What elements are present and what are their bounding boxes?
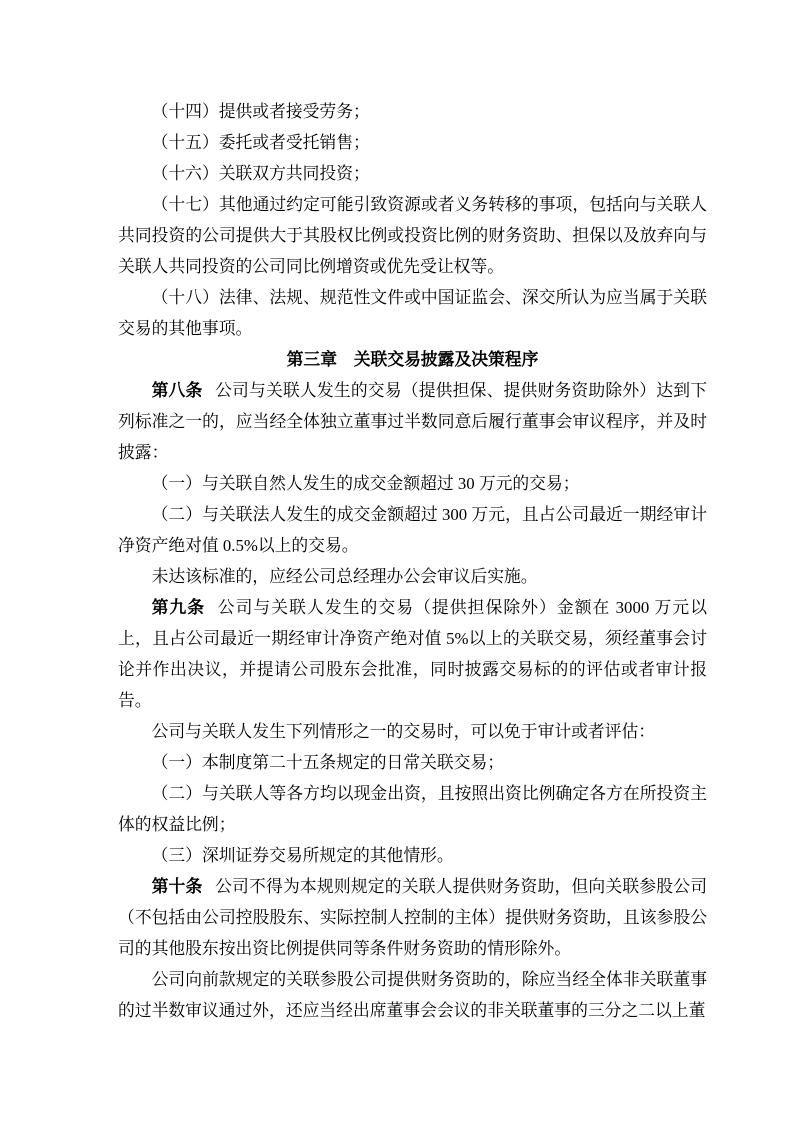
article-8-clause-1: （一）与关联自然人发生的成交金额超过 30 万元的交易； — [151, 474, 580, 493]
article-10-paragraph — [118, 871, 707, 964]
article-9-text: 公司与关联人发生的交易（提供担保除外）金额在 3000 万元以上，且占公司最近一期经审计净资产绝对值 5%以上的关联交易，须经董事会讨论并作出决议，并提请公司股东会批准，同时披露交易标的的评估或者审计报告。 — [118, 598, 707, 710]
article-8-paragraph — [118, 375, 707, 468]
article-9-label: 第九条 — [151, 598, 206, 617]
article-9-paragraph — [118, 592, 707, 716]
article-10-text: 公司不得为本规则规定的关联人提供财务资助，但向关联参股公司（不包括由公司控股股东、实际控制人控制的主体）提供财务资助，且该参股公司的其他股东按出资比例提供同等条件财务资助的情形除外。 — [118, 877, 707, 958]
clause-item-15: （十五）委托或者受托销售； — [151, 133, 370, 152]
clause-item-17: （十七）其他通过约定可能引致资源或者义务转移的事项，包括向与关联人共同投资的公司提供大于其股权比例或投资比例的财务资助、担保以及放弃向与关联人共同投资的公司同比例增资或优先受让权等。 — [118, 195, 707, 276]
article-10-approval-paragraph: 公司向前款规定的关联参股公司提供财务资助的，除应当经全体非关联董事的过半数审议通过外，还应当经出席董事会会议的非关联董事的三分之二以上董 — [118, 970, 707, 1020]
article-10-label: 第十条 — [151, 877, 203, 896]
article-9-exemption-intro-paragraph: 公司与关联人发生下列情形之一的交易时，可以免于审计或者评估： — [151, 722, 656, 741]
clause-item-14: （十四）提供或者接受劳务； — [151, 102, 370, 121]
article-8-text: 公司与关联人发生的交易（提供担保、提供财务资助除外）达到下列标准之一的，应当经全体独立董事过半数同意后履行董事会审议程序，并及时披露： — [118, 381, 707, 462]
article-9-clause-2: （二）与关联人等各方均以现金出资，且按照出资比例确定各方在所投资主体的权益比例； — [118, 784, 707, 834]
clause-item-18: （十八）法律、法规、规范性文件或中国证监会、深交所认为应当属于关联交易的其他事项。 — [118, 288, 707, 338]
article-8-label: 第八条 — [151, 381, 203, 400]
clause-item-16: （十六）关联双方共同投资； — [151, 164, 370, 183]
article-8-clause-2: （二）与关联法人发生的成交金额超过 300 万元，且占公司最近一期经审计净资产绝对值 0.5%以上的交易。 — [118, 505, 707, 555]
article-9-clause-1: （一）本制度第二十五条规定的日常关联交易； — [151, 753, 505, 772]
chapter-3-heading: 第三章 关联交易披露及决策程序 — [286, 350, 539, 369]
article-8-below-standard-paragraph: 未达该标准的，应经公司总经理办公会审议后实施。 — [151, 567, 538, 586]
article-9-clause-3: （三）深圳证券交易所规定的其他情形。 — [151, 846, 454, 865]
